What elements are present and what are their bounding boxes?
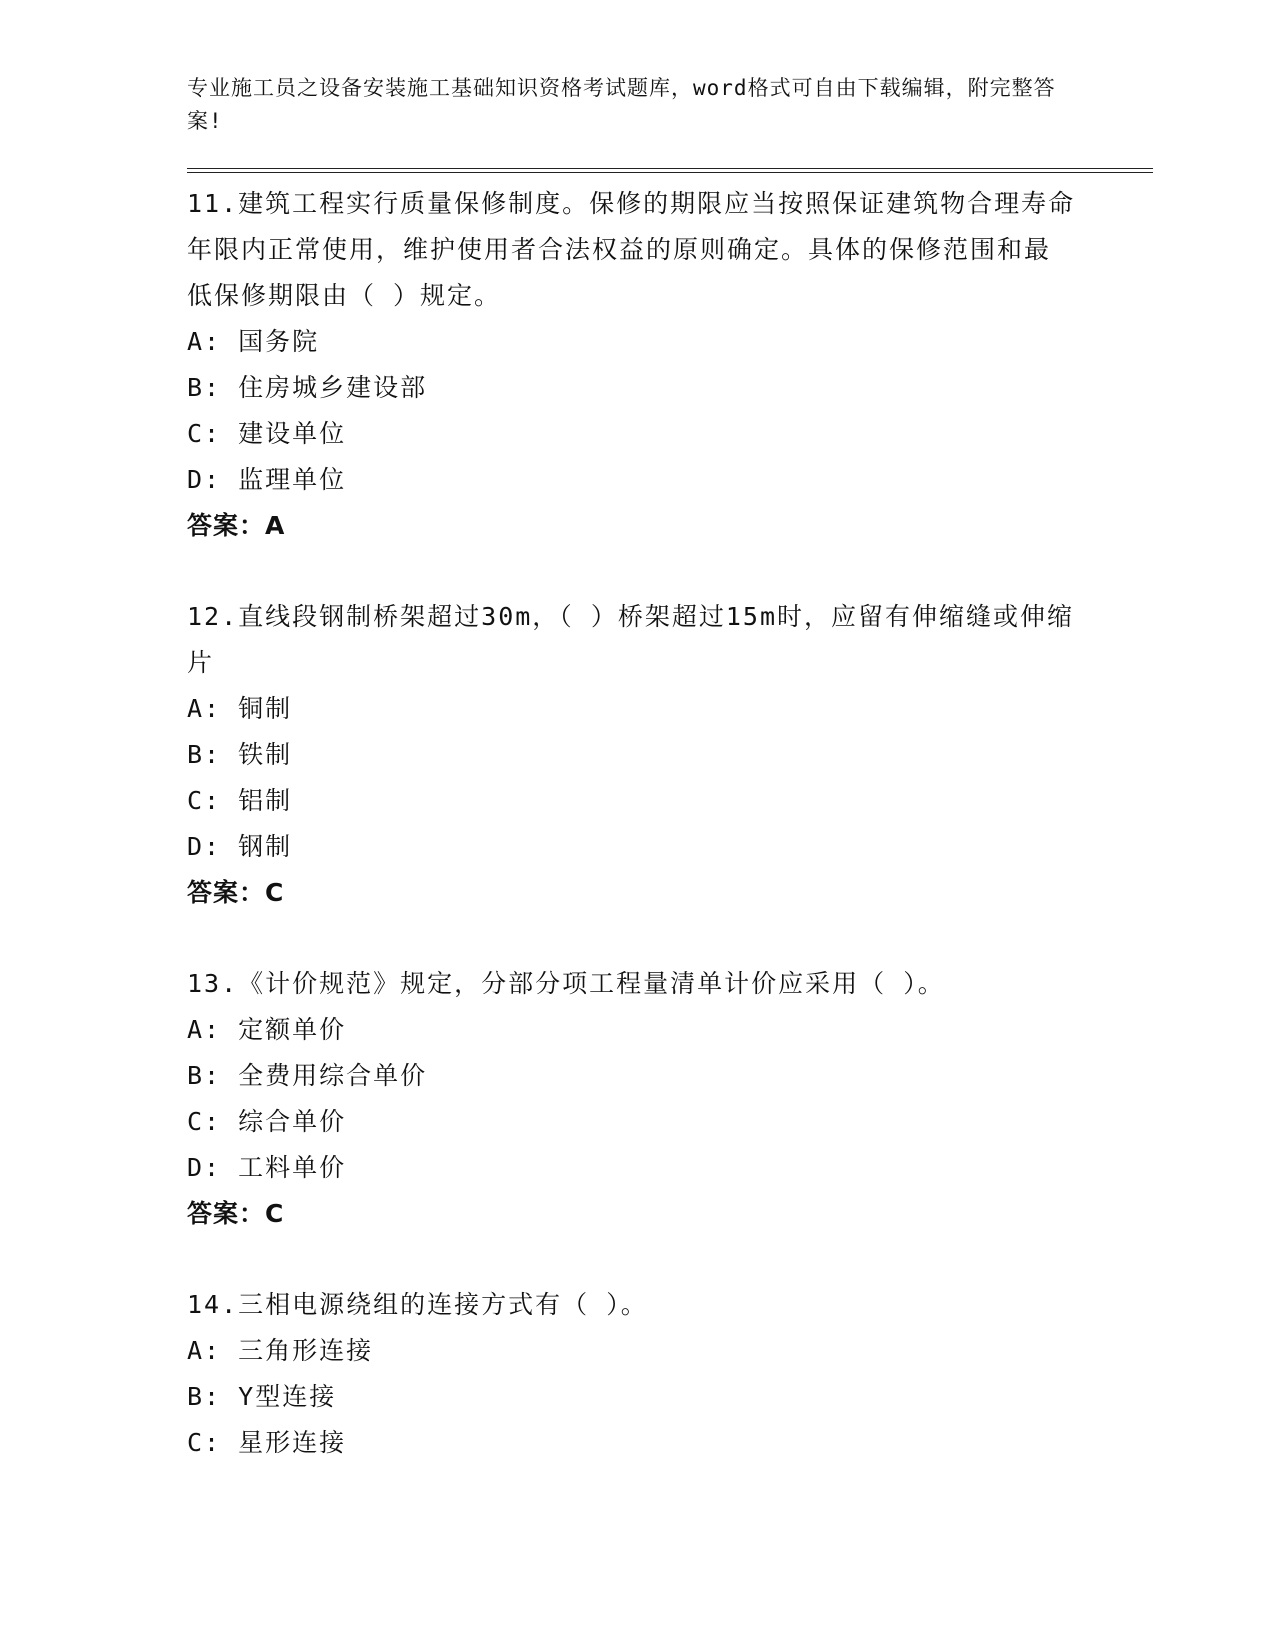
option-d: D: 工料单价 <box>187 1153 347 1182</box>
option-c: C: 综合单价 <box>187 1107 347 1136</box>
question-11 <box>187 181 1153 549</box>
question-stem: 11.建筑工程实行质量保修制度。保修的期限应当按照保证建筑物合理寿命年限内正常使用，维护使用者合法权益的原则确定。具体的保修范围和最低保修期限由（ ）规定。 <box>187 189 1076 310</box>
question-14 <box>187 1282 1153 1466</box>
question-13 <box>187 961 1153 1237</box>
option-c: C: 铝制 <box>187 786 293 815</box>
option-b: B: Y型连接 <box>187 1382 337 1411</box>
question-stem: 12.直线段钢制桥架超过30m，（ ）桥架超过15m时，应留有伸缩缝或伸缩片 <box>187 602 1075 677</box>
option-a: A: 定额单价 <box>187 1015 347 1044</box>
answer-label: 答案：C <box>187 878 285 907</box>
option-a: A: 铜制 <box>187 694 293 723</box>
option-c: C: 建设单位 <box>187 419 347 448</box>
document-header: 专业施工员之设备安装施工基础知识资格考试题库，word格式可自由下载编辑，附完整答案! <box>187 76 1056 133</box>
answer-label: 答案：C <box>187 1199 285 1228</box>
question-stem: 13.《计价规范》规定，分部分项工程量清单计价应采用（ ）。 <box>187 969 945 998</box>
option-b: B: 住房城乡建设部 <box>187 373 428 402</box>
option-c: C: 星形连接 <box>187 1428 347 1457</box>
option-a: A: 国务院 <box>187 327 320 356</box>
option-d: D: 钢制 <box>187 832 293 861</box>
option-d: D: 监理单位 <box>187 465 347 494</box>
question-stem: 14.三相电源绕组的连接方式有（ ）。 <box>187 1290 648 1319</box>
question-12 <box>187 594 1153 916</box>
option-b: B: 铁制 <box>187 740 293 769</box>
header-divider <box>187 168 1153 173</box>
document-page <box>187 72 1153 1511</box>
option-a: A: 三角形连接 <box>187 1336 374 1365</box>
answer-label: 答案：A <box>187 511 286 540</box>
option-b: B: 全费用综合单价 <box>187 1061 428 1090</box>
question-list <box>187 181 1153 1466</box>
